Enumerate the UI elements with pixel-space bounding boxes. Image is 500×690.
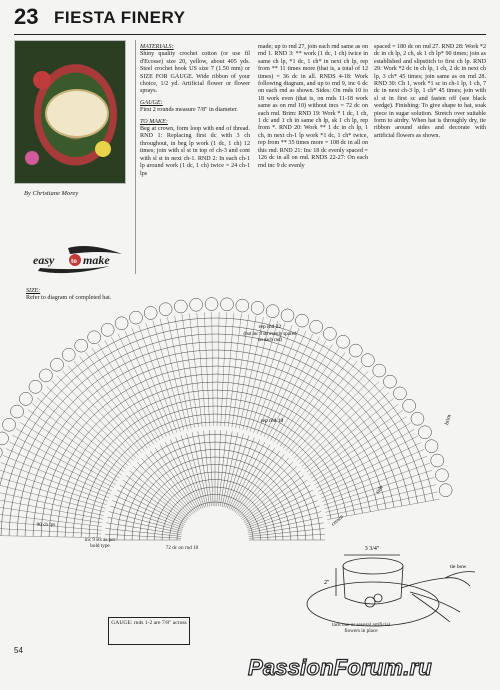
brim-stitch-line (318, 443, 421, 492)
brim-stitch-line (0, 498, 103, 519)
header-rule (14, 34, 486, 35)
stitch-line (155, 448, 196, 512)
scallop (296, 314, 309, 327)
brim-stitch-line (24, 416, 120, 478)
brim-round-arc (57, 382, 370, 537)
gauge-box: GAUGE: rnds 1-2 are 7/8" across (108, 617, 190, 645)
label-90-ch-lps: 90 ch lps (36, 522, 56, 528)
scallop (425, 440, 438, 453)
brim-stitch-line (6, 449, 110, 495)
column-instructions-3 (374, 44, 486, 144)
label-brim: brim (444, 413, 453, 426)
brim-stitch-line (197, 313, 206, 427)
brim-round-arc (41, 366, 386, 537)
brim-stitch-line (270, 341, 325, 441)
brim-stitch-line (315, 429, 415, 484)
scallop (403, 399, 416, 412)
scallop (236, 299, 249, 312)
brim-stitch-line (228, 314, 241, 427)
brim-round-arc (81, 406, 347, 537)
easy-to-make-logo (30, 244, 130, 274)
tack-note: tack one or several artificial flowers in place (332, 622, 390, 635)
stitch-line (112, 501, 183, 528)
brim-stitch-line (37, 398, 126, 469)
pattern-number: 23 (14, 4, 39, 29)
materials-text: Shiny quality crochet cotton (or use fil d'Ecosse) size 20, yellow, about 405 yds. Steel crochet hook US size 7 (1.50 mm) or SIZE FOR GAUGE. Wide ribbon of your choice, 1/2 yd. Artificial flower or flower sprays. (140, 51, 250, 95)
tie-bow-label: tie bow (450, 564, 467, 570)
column-materials (140, 44, 250, 182)
brim-stitch-line (92, 348, 154, 444)
scallop (431, 454, 444, 467)
brim-stitch-line (74, 361, 145, 450)
brim-stitch-line (327, 499, 439, 519)
gauge-text: First 2 rounds measure 7/8" in diameter. (140, 107, 238, 114)
hat-sketch (300, 540, 490, 650)
brim-stitch-line (111, 337, 163, 439)
brim-stitch-line (311, 417, 407, 479)
scallop (190, 298, 203, 311)
diagram-geometry (0, 298, 452, 540)
brim-stitch-line (98, 344, 156, 442)
brim-stitch-line (189, 313, 202, 426)
photo-hat (45, 89, 109, 138)
brim-stitch-line (13, 435, 114, 487)
photo-flower (25, 151, 39, 165)
scallop (349, 344, 362, 357)
brim-stitch-line (304, 398, 393, 469)
round-arc (177, 502, 253, 540)
logo-to: to (71, 257, 77, 265)
brim-stitch-line (160, 319, 187, 430)
stitch-line (247, 501, 318, 528)
hat-width-label: 3 3/4" (364, 546, 380, 552)
tomake-text: Beg at crown, form loop with end of thread. RND 1: Replacing first dc with 3 ch throughout, in beg lp work (1 dc, 1 ch) 12 times; join with sl st in top of ch-3 and cont with sl st in next ch-1. RND 2: In each ch-1 lp around work (1 dc, 1 ch) twice = 24 ch-1 lps (140, 126, 250, 177)
scallop (205, 298, 218, 311)
page-number: 54 (14, 646, 23, 655)
brim-stitch-line (9, 442, 112, 491)
scallop (88, 331, 101, 344)
brim-stitch-line (313, 423, 411, 482)
stitch-line (248, 517, 322, 533)
brim-stitch-line (28, 410, 122, 475)
brim-stitch-line (167, 317, 191, 428)
brim-stitch-line (224, 313, 233, 427)
scallop (393, 387, 406, 400)
brim-stitch-line (286, 362, 357, 451)
scallop (62, 348, 75, 361)
brim-stitch-line (139, 325, 177, 432)
brim-stitch-line (16, 429, 115, 485)
scallop (75, 339, 88, 352)
label-rep-rnd-22-note-2: on each rnd) (258, 338, 282, 343)
column2-text: made; up to rnd 27, join each rnd same as on rnd 1. RND 3: ** work (1 dc, 1 ch) twice in same ch lp, *1 dc, 1 ch* in next ch lp, rep from ** 11 times more (that is, a total of 12 times) = 36 dc in all. RNDS 4-18: Work following diagram, and up to rnd 9, inc 6 dc on each rnd as shown. Sides: On rnds 10 to 18 work even (that is, on rnds 11-18 work same as on rnd 10) without incs = 72 dc on each rnd. Brim: RND 19: Work * 1 dc, 1 ch, 1 dc and 1 ch in same ch lp, sk 1 ch lp, rep from *. RND 20: Work ** 1 dc in ch lp, 1 ch, in next ch-1 lp work *1 dc, 1 ch* twice, rep from ** 35 times more = 108 dc in all on this rnd. RND 21: Inc 18 dc evenly spaced = 126 dc in all on rnd. RNDS 22-27: On each rnd inc 9 dc evenly (258, 44, 368, 169)
label-rep-rnd-10: rep rnd 10 (260, 418, 284, 424)
tomake-heading: TO MAKE: (140, 118, 168, 125)
hat-photo (14, 40, 126, 184)
logo-easy: easy (33, 253, 55, 267)
label-rep-rnd-22: rep rnd 22 (258, 324, 282, 330)
pattern-title: FIESTA FINERY (54, 8, 186, 27)
stitch-line (123, 480, 187, 521)
scallop (144, 306, 157, 319)
scallop (39, 369, 52, 382)
scallop (411, 412, 424, 425)
brim-stitch-line (280, 353, 345, 447)
scallop (0, 432, 8, 445)
column-rule (135, 40, 136, 274)
brim-stitch-line (221, 312, 227, 426)
brim-stitch-line (217, 312, 219, 426)
scallop (310, 320, 323, 333)
label-side: side (374, 484, 385, 496)
brim-stitch-line (118, 334, 167, 437)
materials-heading: MATERIALS: (140, 44, 174, 50)
byline: By Christiane Morey (24, 190, 79, 197)
scallop (418, 426, 431, 439)
watermark: PassionForum.ru (248, 655, 432, 680)
stitch-line (244, 480, 308, 521)
logo-make: make (83, 253, 110, 267)
stitch-line (222, 432, 238, 506)
scallop (373, 364, 386, 377)
stitch-line (192, 432, 208, 506)
brim-stitch-line (289, 366, 363, 453)
stitch-line (137, 462, 191, 516)
scallop (101, 323, 114, 336)
scallop (361, 354, 374, 367)
brim-stitch-line (204, 312, 209, 426)
stitch-line (239, 462, 293, 516)
brim-round-arc (65, 390, 363, 537)
scallop (281, 309, 294, 322)
brim-stitch-line (125, 331, 170, 436)
size-text: Refer to diagram of completed hat. (26, 295, 112, 302)
brim-stitch-line (322, 463, 429, 501)
scallop (251, 301, 264, 314)
column-instructions-2 (258, 44, 368, 174)
scallop (435, 469, 448, 482)
label-inc-9-sts: inc 9 sts as per bold type (84, 537, 116, 550)
brim-stitch-line (42, 392, 129, 466)
size-heading: SIZE: (26, 288, 41, 294)
scallop (383, 375, 396, 388)
brim-round-arc (73, 398, 355, 537)
brim-stitch-line (105, 340, 160, 440)
label-72-dc: 72 dc on rnd 10 (165, 545, 199, 551)
scallop (11, 405, 24, 418)
scallop (129, 311, 142, 324)
brim-stitch-line (277, 349, 339, 445)
scallop (50, 358, 63, 371)
scallop (266, 305, 279, 318)
brim-round-arc (17, 342, 410, 536)
scallop (220, 298, 233, 311)
stitch-line (107, 517, 181, 533)
photo-flower (95, 141, 111, 157)
scallop (19, 392, 32, 405)
stitch-line (234, 448, 275, 512)
photo-flower (33, 71, 51, 89)
label-rep-rnd-22-note-1: (but inc 9 sts evenly spaced (243, 332, 297, 337)
brim-stitch-line (274, 345, 333, 443)
scallop (159, 303, 172, 316)
scallop (115, 317, 128, 330)
brim-stitch-line (86, 352, 151, 446)
scallop (439, 484, 452, 497)
brim-stitch-line (20, 422, 118, 481)
hat-height-label: 2" (324, 580, 330, 586)
stitch-line (176, 437, 203, 508)
scallop (337, 335, 350, 348)
scallop (0, 446, 2, 459)
brim-stitch-line (1, 462, 108, 501)
scallop (3, 418, 16, 431)
scallop (174, 300, 187, 313)
scallop (29, 380, 42, 393)
column3-text: spaced = 180 dc on rnd 27. RND 28: Work *2 dc in ch lp, 2 ch, sk 1 ch lp* 90 times; join as established and slipstitch to first ch lp. RND 29: Work *2 dc in ch lp, 1 ch, 2 dc in next ch lp, 3 ch* 45 times; join same as on rnd 28. RND 30: Ch 1, work *1 sc in ch-1 lp, 1 ch, 7 dc in next ch-3 lp, 1 ch* 45 times; join with sl st in first sc and fasten off (see black wedge). Finishing: To give shape to hat, soak piece in sugar solution. Stretch over suitable form to airdry. When hat is throughly dry, tie ribbon around sides and decorate with artificial flowers as shown. (374, 44, 486, 139)
brim-stitch-line (326, 492, 437, 516)
brim-stitch-line (320, 449, 425, 494)
gauge-heading: GAUGE: (140, 99, 163, 106)
brim-stitch-line (309, 410, 403, 475)
brim-stitch-line (316, 436, 417, 488)
stitch-line (227, 437, 254, 508)
scallop (323, 327, 336, 340)
brim-stitch-line (212, 312, 214, 426)
label-crown: crown (330, 514, 345, 528)
